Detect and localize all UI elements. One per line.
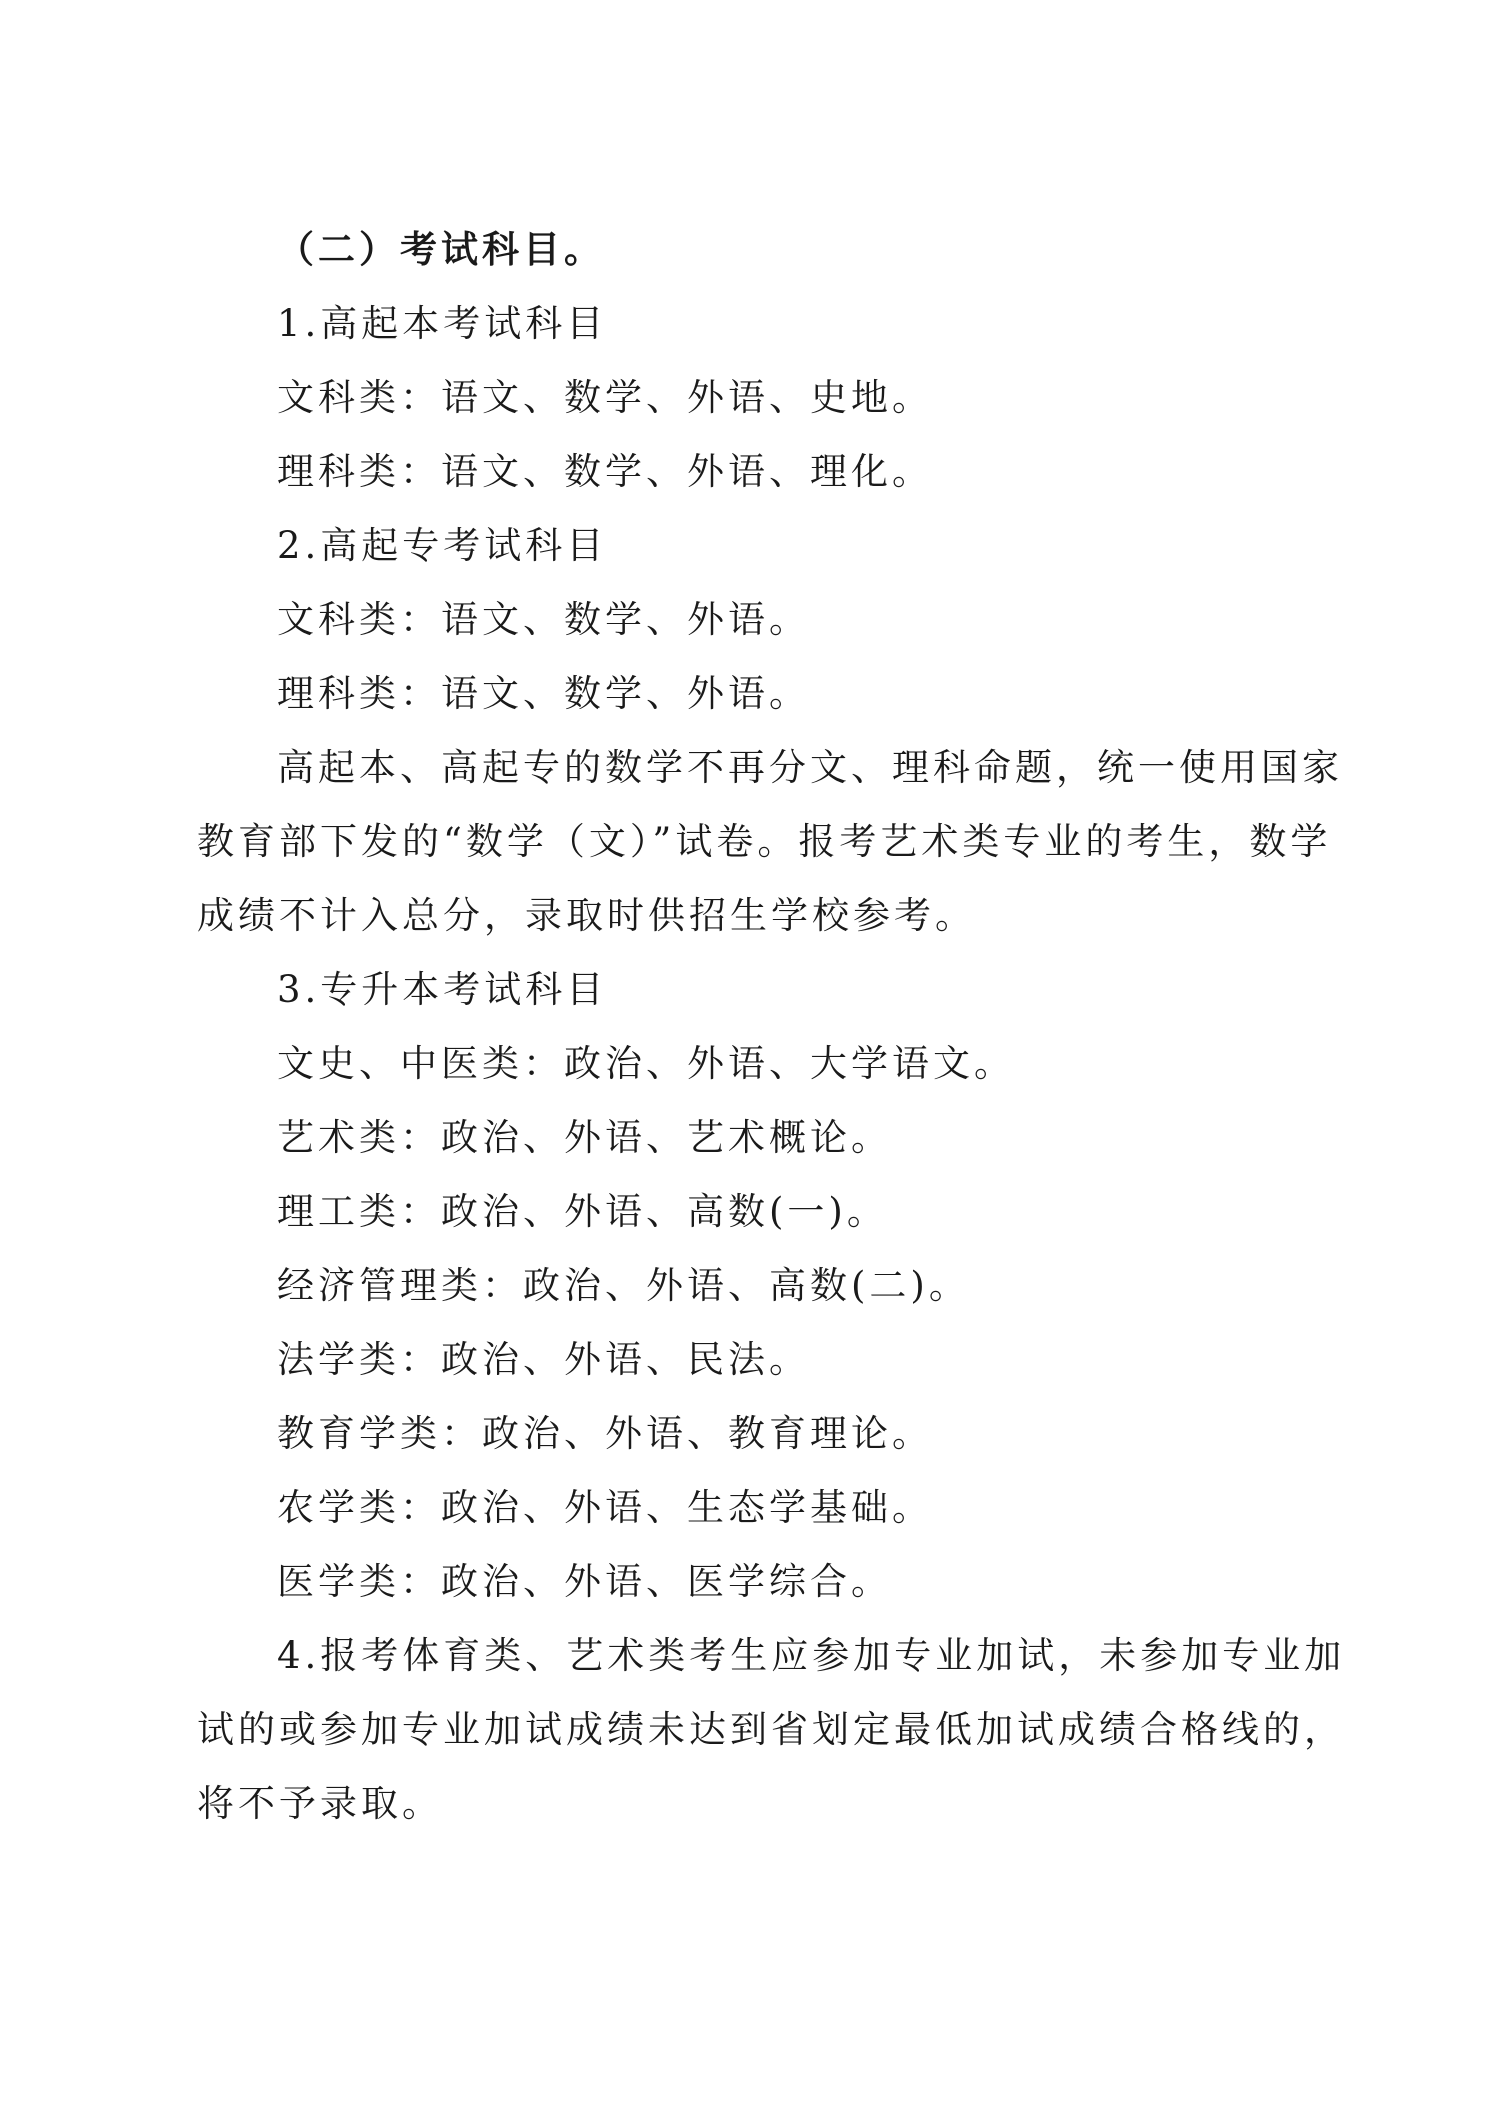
math-note-line-3: 成绩不计入总分，录取时供招生学校参考。: [197, 894, 976, 937]
math-note-line-1: 高起本、高起专的数学不再分文、理科命题，统一使用国家: [277, 746, 1343, 789]
gqz-like: 理科类：语文、数学、外语。: [277, 672, 810, 715]
document-body: [197, 213, 1346, 1841]
zsb-item-jiaoyu: 教育学类：政治、外语、教育理论。: [277, 1412, 933, 1455]
zsb-title: 3.专升本考试科目: [277, 968, 608, 1011]
zsb-item-faxue: 法学类：政治、外语、民法。: [277, 1338, 810, 1381]
gqz-wenke: 文科类：语文、数学、外语。: [277, 598, 810, 641]
gqb-wenke: 文科类：语文、数学、外语、史地。: [277, 376, 933, 419]
math-note-line-2: 教育部下发的“数学（文）”试卷。报考艺术类专业的考生，数学: [197, 820, 1332, 863]
zsb-item-wenshi: 文史、中医类：政治、外语、大学语文。: [277, 1042, 1015, 1085]
extra-note-line-2: 试的或参加专业加试成绩未达到省划定最低加试成绩合格线的，: [197, 1708, 1345, 1751]
extra-note-line-1: 4.报考体育类、艺术类考生应参加专业加试，未参加专业加: [277, 1634, 1346, 1677]
extra-note-line-3: 将不予录取。: [197, 1782, 443, 1825]
gqb-like: 理科类：语文、数学、外语、理化。: [277, 450, 933, 493]
zsb-item-nongxue: 农学类：政治、外语、生态学基础。: [277, 1486, 933, 1529]
zsb-item-yishu: 艺术类：政治、外语、艺术概论。: [277, 1116, 892, 1159]
gqb-title: 1.高起本考试科目: [277, 302, 608, 345]
section-heading: （二）考试科目。: [277, 228, 605, 271]
zsb-item-yixue: 医学类：政治、外语、医学综合。: [277, 1560, 892, 1603]
zsb-item-ligong: 理工类：政治、外语、高数(一)。: [277, 1190, 888, 1233]
math-note-paragraph: [197, 731, 1343, 953]
gqz-title: 2.高起专考试科目: [277, 524, 608, 567]
extra-note-paragraph: [197, 1619, 1346, 1841]
zsb-item-jingji: 经济管理类：政治、外语、高数(二)。: [277, 1264, 970, 1307]
